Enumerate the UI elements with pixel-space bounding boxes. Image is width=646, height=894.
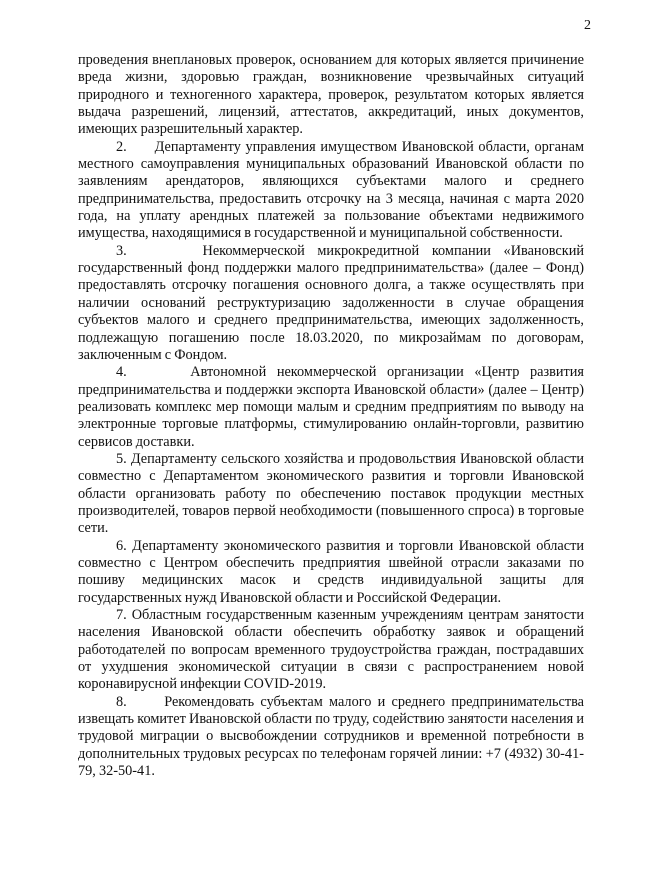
paragraph-item-6: 6. Департаменту экономического развития и торговли Ивановской области совместно с Центром обеспечить предприятия швейной отрасли заказами по пошиву медицинских масок и средств индивидуальной защиты для государственных нужд Ивановской области и Российской Федерации. <box>78 537 584 606</box>
paragraph-item-3: 3. Некоммерческой микрокредитной компании «Ивановский государственный фонд поддержки малого предпринимательства» (далее – Фонд) предоставлять отсрочку погашения основного долга, а также осуществлять при наличии оснований реструктуризацию задолженности в случае обращения субъектов малого и среднего предпринимательства, имеющих задолженность, подлежащую погашению после 18.03.2020, по микрозаймам по договорам, заключенным с Фондом. <box>78 242 584 363</box>
page-number: 2 <box>584 18 591 33</box>
paragraph-continuation: проведения внеплановых проверок, основанием для которых является причинение вреда жизни, здоровью граждан, возникновение чрезвычайных ситуаций природного и техногенного характера, проверок, результатом которых является выдача разрешений, лицензий, аттестатов, аккредитаций, иных документов, имеющих разрешительный характер. <box>78 52 584 138</box>
paragraph-item-5: 5. Департаменту сельского хозяйства и продовольствия Ивановской области совместно с Департаментом экономического развития и торговли Ивановской области организовать работу по обеспечению поставок продукции местных производителей, товаров первой необходимости (повышенного спроса) в торговые сети. <box>78 450 584 537</box>
paragraph-item-7: 7. Областным государственным казенным учреждениям центрам занятости населения Ивановской области обеспечить обработку заявок и обращений работодателей по вопросам временного трудоустройства граждан, пострадавших от ухудшения экономической ситуации в связи с распространением новой коронавирусной инфекции COVID-2019. <box>78 607 584 693</box>
paragraph-item-2: 2. Департаменту управления имуществом Ивановской области, органам местного самоуправления муниципальных образований Ивановской области по заявлениям арендаторов, являющихся субъектами малого и среднего предпринимательства, предоставить отсрочку на 3 месяца, начиная с марта 2020 года, на уплату арендных платежей за пользование объектами недвижимого имущества, находящимися в государственной и муниципальной собственности. <box>78 138 584 242</box>
paragraph-item-8: 8. Рекомендовать субъектам малого и среднего предпринимательства извещать комитет Ивановской области по труду, содействию занятости населения и трудовой миграции о высвобождении сотрудников и временной потребности в дополнительных трудовых ресурсах по телефонам горячей линии: +7 (4932) 30-41-79, 32-50-41. <box>78 693 584 780</box>
paragraph-item-4: 4. Автономной некоммерческой организации «Центр развития предпринимательства и поддержки экспорта Ивановской области» (далее – Центр) реализовать комплекс мер помощи малым и средним предприятиям по выводу на электронные торговые платформы, стимулированию онлайн-торговли, развитию сервисов доставки. <box>78 364 584 450</box>
document-body <box>78 52 584 780</box>
